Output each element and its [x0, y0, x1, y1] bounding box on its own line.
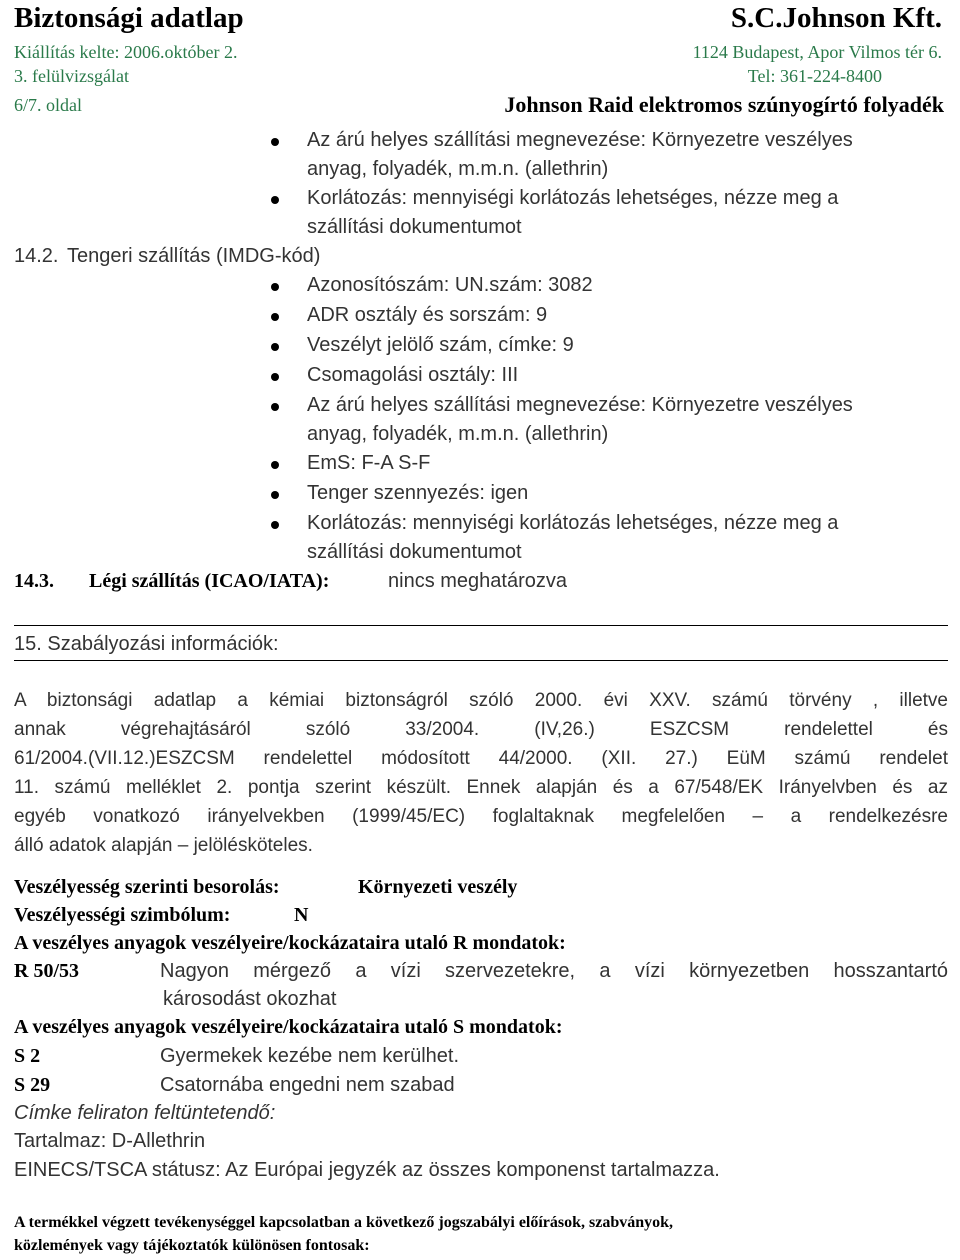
- einecs-status: EINECS/TSCA státusz: Az Európai jegyzék az összes komponenst tartalmazza.: [14, 1159, 720, 1181]
- paragraph-line: 61/2004.(VII.12.)ESZCSM rendelettel módosított 44/2000. (XII. 27.) EüM számú rendelet: [14, 748, 948, 769]
- bullet-icon: [271, 403, 279, 411]
- divider: [14, 660, 948, 661]
- list-item: EmS: F-A S-F: [307, 452, 431, 474]
- list-item: Csomagolási osztály: III: [307, 364, 519, 386]
- paragraph-line: álló adatok alapján – jelölésköteles.: [14, 835, 313, 856]
- section-number: 14.2.: [14, 245, 59, 267]
- bullet-icon: [271, 138, 279, 146]
- section-number: 14.3.: [14, 570, 54, 592]
- r-phrase-code: R 50/53: [14, 960, 79, 982]
- s-phrase-text: Csatornába engedni nem szabad: [160, 1074, 455, 1096]
- r-phrases-heading: A veszélyes anyagok veszélyeire/kockázataira utaló R mondatok:: [14, 932, 566, 954]
- list-item-continuation: szállítási dokumentumot: [307, 216, 522, 238]
- footer-line: közlemények vagy tájékoztatók különösen fontosak:: [14, 1237, 370, 1254]
- classification-value: Környezeti veszély: [358, 876, 518, 898]
- list-item: ADR osztály és sorszám: 9: [307, 304, 548, 326]
- s-phrase-code: S 29: [14, 1074, 51, 1096]
- bullet-icon: [271, 461, 279, 469]
- company-name: S.C.Johnson Kft.: [730, 2, 942, 34]
- section-heading: Tengeri szállítás (IMDG-kód): [67, 245, 321, 267]
- list-item-continuation: anyag, folyadék, m.m.n. (allethrin): [307, 423, 609, 445]
- contents-line: Tartalmaz: D-Allethrin: [14, 1130, 206, 1152]
- divider: [14, 625, 948, 626]
- issue-date: Kiállítás kelte: 2006.október 2.: [14, 42, 238, 62]
- list-item: Tenger szennyezés: igen: [307, 482, 529, 504]
- bullet-icon: [271, 491, 279, 499]
- paragraph-line: egyéb vonatkozó irányelvekben (1999/45/EC) foglaltaknak megfelelően – a rendelkezésre: [14, 806, 948, 827]
- r-phrase-text: Nagyon mérgező a vízi szervezetekre, a vízi környezetben hosszantartó: [160, 960, 948, 982]
- list-item: Veszélyt jelölő szám, címke: 9: [307, 334, 574, 356]
- company-address: 1124 Budapest, Apor Vilmos tér 6.: [692, 42, 942, 62]
- company-phone: Tel: 361-224-8400: [747, 66, 882, 86]
- bullet-icon: [271, 373, 279, 381]
- s-phrase-code: S 2: [14, 1045, 41, 1067]
- revision: 3. felülvizsgálat: [14, 66, 129, 86]
- symbol-label: Veszélyességi szimbólum:: [14, 904, 231, 926]
- bullet-icon: [271, 196, 279, 204]
- bullet-icon: [271, 313, 279, 321]
- list-item-continuation: anyag, folyadék, m.m.n. (allethrin): [307, 158, 609, 180]
- list-item: Az árú helyes szállítási megnevezése: Környezetre veszélyes: [307, 394, 853, 416]
- footer-line: A termékkel végzett tevékenységgel kapcsolatban a következő jogszabályi előírások, szabványok,: [14, 1214, 674, 1231]
- section-heading: Légi szállítás (ICAO/IATA):: [89, 570, 330, 592]
- paragraph-line: 11. számú melléklet 2. pontja szerint készült. Ennek alapján és a 67/548/EK Irányelvben és az: [14, 777, 948, 798]
- s-phrase-text: Gyermekek kezébe nem kerülhet.: [160, 1045, 460, 1067]
- r-phrase-text-continuation: károsodást okozhat: [163, 988, 337, 1010]
- bullet-icon: [271, 521, 279, 529]
- list-item: Korlátozás: mennyiségi korlátozás lehetséges, nézze meg a: [307, 512, 839, 534]
- list-item-continuation: szállítási dokumentumot: [307, 541, 522, 563]
- label-note: Címke feliraton feltüntetendő:: [14, 1102, 276, 1124]
- paragraph-line: A biztonsági adatlap a kémiai biztonságról szóló 2000. évi XXV. számú törvény , illetve: [14, 690, 948, 711]
- symbol-value: N: [294, 904, 309, 926]
- list-item: Korlátozás: mennyiségi korlátozás lehetséges, nézze meg a: [307, 187, 839, 209]
- product-name: Johnson Raid elektromos szúnyogírtó folyadék: [504, 92, 944, 117]
- section-value: nincs meghatározva: [388, 570, 567, 592]
- bullet-icon: [271, 343, 279, 351]
- s-phrases-heading: A veszélyes anyagok veszélyeire/kockázataira utaló S mondatok:: [14, 1016, 563, 1038]
- bullet-icon: [271, 283, 279, 291]
- classification-label: Veszélyesség szerinti besorolás:: [14, 876, 280, 898]
- list-item: Az árú helyes szállítási megnevezése: Környezetre veszélyes: [307, 129, 853, 151]
- section-heading: 15. Szabályozási információk:: [14, 633, 279, 655]
- paragraph-line: annak végrehajtásáról szóló 33/2004. (IV,26.) ESZCSM rendelettel és: [14, 719, 948, 740]
- page-number: 6/7. oldal: [14, 95, 82, 115]
- list-item: Azonosítószám: UN.szám: 3082: [307, 274, 593, 296]
- document-title: Biztonsági adatlap: [14, 2, 244, 34]
